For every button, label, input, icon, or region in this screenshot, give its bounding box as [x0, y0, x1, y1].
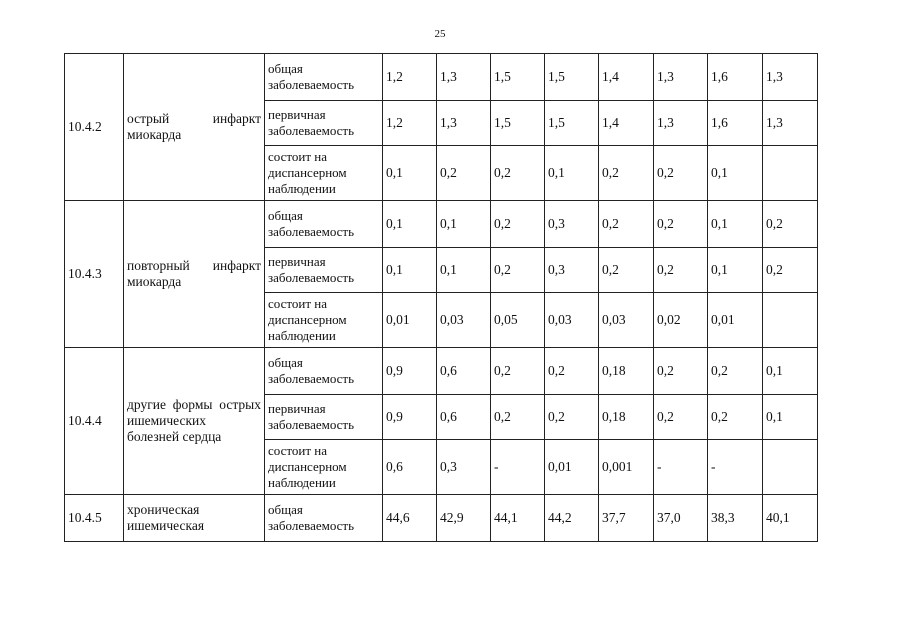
value-cell: 37,7	[599, 495, 654, 542]
value-cell: 0,1	[708, 146, 763, 201]
value-cell: 0,1	[437, 201, 491, 248]
value-cell: 0,2	[654, 146, 708, 201]
value-cell	[763, 440, 818, 495]
value-cell: 0,6	[437, 395, 491, 440]
value-cell: 0,2	[654, 348, 708, 395]
indicator-label: первичная заболеваемость	[265, 395, 383, 440]
disease-name: повторный инфаркт миокарда	[124, 201, 265, 348]
value-cell: 0,3	[545, 248, 599, 293]
table-row	[65, 348, 818, 395]
page-number: 25	[434, 28, 446, 40]
value-cell: 0,2	[708, 348, 763, 395]
value-cell: 0,01	[545, 440, 599, 495]
table-row	[65, 201, 818, 248]
value-cell: 0,2	[708, 395, 763, 440]
value-cell: 1,4	[599, 54, 654, 101]
value-cell: 0,9	[383, 348, 437, 395]
value-cell: 0,3	[437, 440, 491, 495]
value-cell: -	[491, 440, 545, 495]
indicator-label: состоит на диспансерном наблюдении	[265, 146, 383, 201]
value-cell: 0,2	[491, 146, 545, 201]
value-cell: 44,2	[545, 495, 599, 542]
value-cell: 1,6	[708, 54, 763, 101]
value-cell: 0,2	[437, 146, 491, 201]
value-cell: 0,2	[654, 395, 708, 440]
value-cell: -	[708, 440, 763, 495]
value-cell: 0,2	[491, 248, 545, 293]
value-cell: 0,02	[654, 293, 708, 348]
value-cell: 42,9	[437, 495, 491, 542]
value-cell: 1,3	[654, 54, 708, 101]
value-cell: 1,4	[599, 101, 654, 146]
value-cell: 0,1	[383, 201, 437, 248]
value-cell: 0,2	[599, 201, 654, 248]
indicator-label: общая заболеваемость	[265, 54, 383, 101]
value-cell: 1,5	[491, 101, 545, 146]
value-cell: 37,0	[654, 495, 708, 542]
table-row	[65, 495, 818, 542]
section-code: 10.4.3	[65, 201, 124, 348]
value-cell: 1,2	[383, 101, 437, 146]
value-cell: 0,2	[491, 395, 545, 440]
value-cell: 0,2	[491, 201, 545, 248]
disease-name: другие формы острых ишемических болезней сердца	[124, 348, 265, 495]
value-cell: 0,2	[654, 248, 708, 293]
value-cell: 0,03	[545, 293, 599, 348]
value-cell: 44,1	[491, 495, 545, 542]
section-code: 10.4.2	[65, 54, 124, 201]
value-cell: 0,2	[545, 395, 599, 440]
value-cell: 1,3	[437, 101, 491, 146]
value-cell: 0,03	[437, 293, 491, 348]
value-cell: 0,18	[599, 395, 654, 440]
disease-name: острый инфаркт миокарда	[124, 54, 265, 201]
value-cell: 38,3	[708, 495, 763, 542]
value-cell: 0,2	[545, 348, 599, 395]
value-cell: 1,3	[437, 54, 491, 101]
value-cell: 40,1	[763, 495, 818, 542]
value-cell: 0,001	[599, 440, 654, 495]
value-cell: 1,6	[708, 101, 763, 146]
value-cell: 1,3	[763, 101, 818, 146]
value-cell: 0,2	[599, 248, 654, 293]
morbidity-table	[64, 53, 818, 542]
value-cell: 0,18	[599, 348, 654, 395]
indicator-label: общая заболеваемость	[265, 201, 383, 248]
value-cell: 0,1	[708, 201, 763, 248]
value-cell: 0,03	[599, 293, 654, 348]
value-cell	[763, 293, 818, 348]
value-cell: 0,1	[763, 395, 818, 440]
value-cell: 0,1	[545, 146, 599, 201]
table-row	[65, 54, 818, 101]
section-code: 10.4.4	[65, 348, 124, 495]
value-cell: 0,6	[437, 348, 491, 395]
value-cell: 0,2	[763, 248, 818, 293]
value-cell: 0,9	[383, 395, 437, 440]
value-cell: 0,2	[654, 201, 708, 248]
value-cell	[763, 146, 818, 201]
value-cell: 1,3	[763, 54, 818, 101]
section-code: 10.4.5	[65, 495, 124, 542]
value-cell: 0,1	[383, 146, 437, 201]
value-cell: 0,1	[437, 248, 491, 293]
value-cell: 44,6	[383, 495, 437, 542]
value-cell: 1,5	[491, 54, 545, 101]
value-cell: 0,1	[383, 248, 437, 293]
value-cell: 0,01	[383, 293, 437, 348]
indicator-label: состоит на диспансерном наблюдении	[265, 440, 383, 495]
value-cell: 0,6	[383, 440, 437, 495]
value-cell: 0,2	[599, 146, 654, 201]
indicator-label: общая заболеваемость	[265, 495, 383, 542]
value-cell: 1,3	[654, 101, 708, 146]
value-cell: 0,3	[545, 201, 599, 248]
value-cell: 0,1	[763, 348, 818, 395]
value-cell: 1,5	[545, 54, 599, 101]
value-cell: 0,1	[708, 248, 763, 293]
indicator-label: общая заболеваемость	[265, 348, 383, 395]
disease-name: хроническая ишемическая	[124, 495, 265, 542]
value-cell: -	[654, 440, 708, 495]
value-cell: 0,05	[491, 293, 545, 348]
indicator-label: состоит на диспансерном наблюдении	[265, 293, 383, 348]
indicator-label: первичная заболеваемость	[265, 101, 383, 146]
indicator-label: первичная заболеваемость	[265, 248, 383, 293]
value-cell: 0,01	[708, 293, 763, 348]
value-cell: 0,2	[491, 348, 545, 395]
value-cell: 1,2	[383, 54, 437, 101]
value-cell: 0,2	[763, 201, 818, 248]
value-cell: 1,5	[545, 101, 599, 146]
